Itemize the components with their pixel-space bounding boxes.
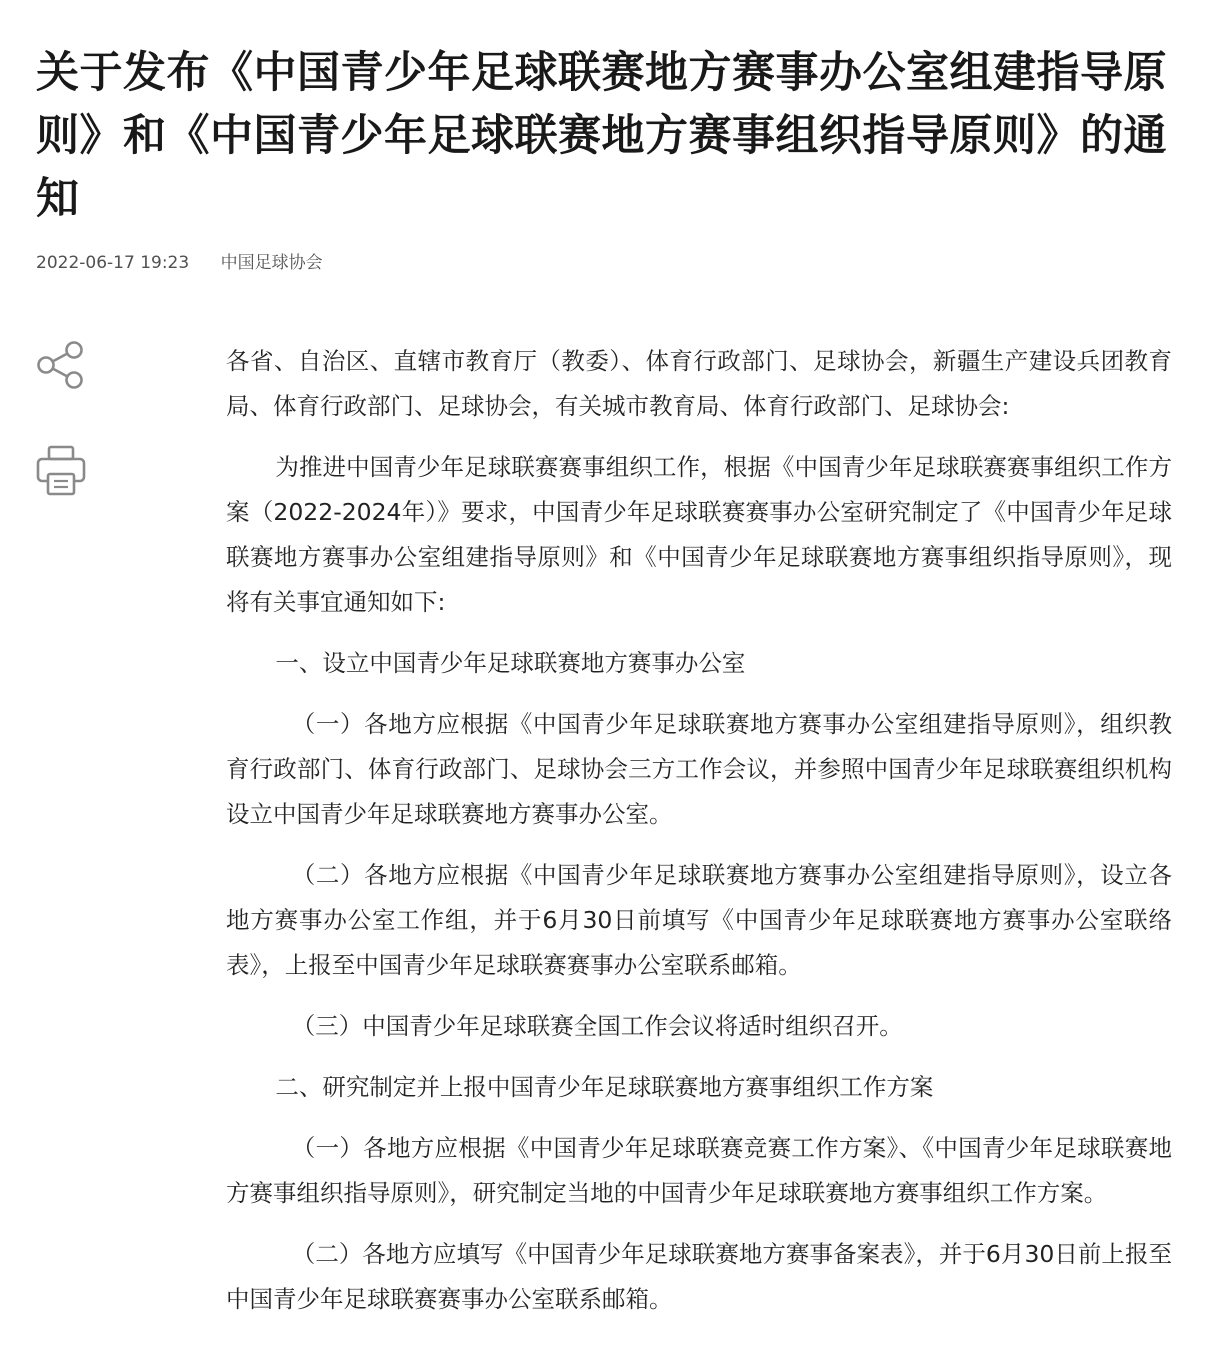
share-icon[interactable] — [34, 338, 88, 392]
printer-icon[interactable] — [34, 444, 88, 498]
section-heading: 一、设立中国青少年足球联赛地方赛事办公室 — [275, 649, 746, 677]
article-source[interactable]: 中国足球协会 — [220, 253, 323, 273]
body-paragraph: （一）各地方应根据《中国青少年足球联赛竞赛工作方案》、《中国青少年足球联赛地方赛事组织指导原则》，研究制定当地的中国青少年足球联赛地方赛事组织工作方案。 — [226, 1134, 1172, 1207]
publish-datetime: 2022-06-17 19:23 — [36, 253, 190, 273]
body-paragraph: （二）各地方应填写《中国青少年足球联赛地方赛事备案表》，并于6月30日前上报至中国青少年足球联赛赛事办公室联系邮箱。 — [226, 1240, 1172, 1313]
body-paragraph: （三）中国青少年足球联赛全国工作会议将适时组织召开。 — [291, 1012, 903, 1040]
body-paragraph: 为推进中国青少年足球联赛赛事组织工作，根据《中国青少年足球联赛赛事组织工作方案（2022-2024年）》要求，中国青少年足球联赛赛事办公室研究制定了《中国青少年足球联赛地方赛事办公室组建指导原则》和《中国青少年足球联赛地方赛事组织指导原则》，现将有关事宜通知如下: — [226, 453, 1172, 616]
article-meta — [36, 250, 323, 276]
body-paragraph: （一）各地方应根据《中国青少年足球联赛地方赛事办公室组建指导原则》，组织教育行政部门、体育行政部门、足球协会三方工作会议，并参照中国青少年足球联赛组织机构设立中国青少年足球联赛地方赛事办公室。 — [226, 710, 1172, 828]
article-title: 关于发布《中国青少年足球联赛地方赛事办公室组建指导原则》和《中国青少年足球联赛地方赛事组织指导原则》的通知 — [36, 48, 1167, 224]
section-heading: 二、研究制定并上报中国青少年足球联赛地方赛事组织工作方案 — [275, 1073, 934, 1101]
salutation-paragraph: 各省、自治区、直辖市教育厅（教委）、体育行政部门、足球协会，新疆生产建设兵团教育局、体育行政部门、足球协会，有关城市教育局、体育行政部门、足球协会: — [226, 347, 1172, 420]
body-paragraph: （二）各地方应根据《中国青少年足球联赛地方赛事办公室组建指导原则》，设立各地方赛事办公室工作组，并于6月30日前填写《中国青少年足球联赛地方赛事办公室联络表》，上报至中国青少年足球联赛赛事办公室联系邮箱。 — [226, 861, 1172, 979]
article-body — [226, 339, 1172, 1338]
